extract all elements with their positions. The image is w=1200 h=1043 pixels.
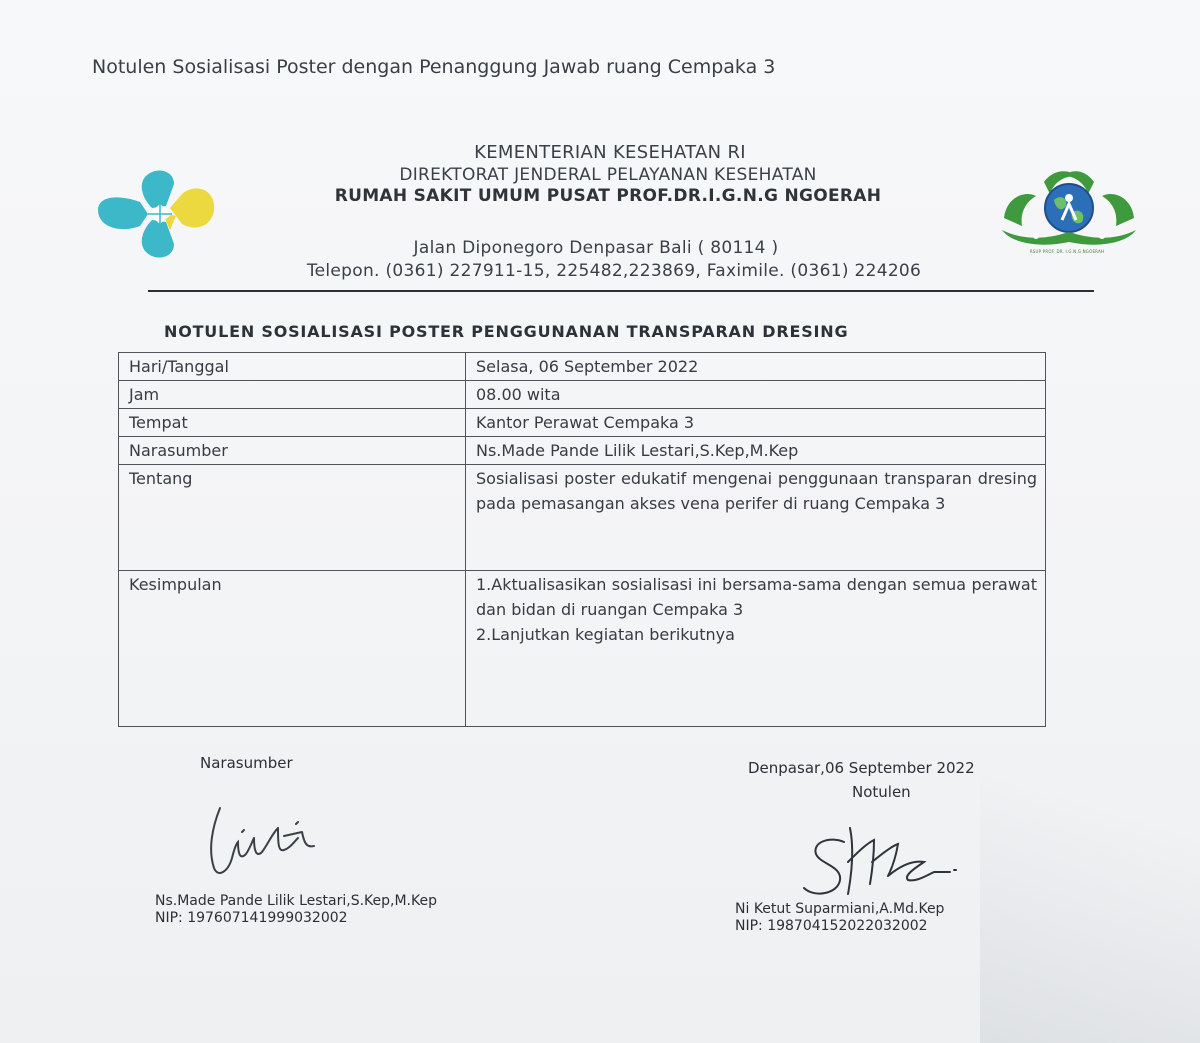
- table-row: [119, 571, 1046, 727]
- page-shadow: [980, 713, 1200, 1043]
- row-value-conclusion: [466, 571, 1046, 727]
- letterhead-hospital: RUMAH SAKIT UMUM PUSAT PROF.DR.I.G.N.G NGOERAH: [334, 186, 882, 206]
- row-label-place: Tempat: [119, 409, 466, 437]
- row-label-time: Jam: [119, 381, 466, 409]
- speaker-signature: [198, 798, 328, 884]
- minutes-table: [118, 352, 1046, 727]
- hospital-emblem-caption: RSUP PROF. DR. I.G.N.G NGOERAH: [1029, 249, 1105, 254]
- document-title: NOTULEN SOSIALISASI POSTER PENGGUNANAN TRANSPARAN DRESING: [164, 322, 849, 341]
- table-row: [119, 353, 1046, 381]
- speaker-nip: NIP: 197607141999032002: [155, 910, 348, 926]
- letterhead-divider: [148, 290, 1094, 292]
- row-value-speaker: Ns.Made Pande Lilik Lestari,S.Kep,M.Kep: [466, 437, 1046, 465]
- conclusion-point-2: 2.Lanjutkan kegiatan berikutnya: [476, 625, 735, 644]
- letterhead-directorate: DIREKTORAT JENDERAL PELAYANAN KESEHATAN: [399, 165, 817, 185]
- conclusion-point-1: 1.Aktualisasikan sosialisasi ini bersama-sama dengan semua perawat dan bidan di ruangan Cempaka 3: [476, 575, 1037, 619]
- note-taker-name: Ni Ketut Suparmiani,A.Md.Kep: [735, 901, 945, 917]
- note-taker-nip: NIP: 198704152022032002: [735, 918, 928, 934]
- letterhead-address: Jalan Diponegoro Denpasar Bali ( 80114 ): [413, 238, 779, 258]
- row-label-speaker: Narasumber: [119, 437, 466, 465]
- note-taker-signature: [800, 822, 970, 908]
- table-row: [119, 409, 1046, 437]
- hospital-emblem-icon: [996, 168, 1142, 260]
- letterhead-contact: Telepon. (0361) 227911-15, 225482,223869, Faximile. (0361) 224206: [306, 261, 922, 281]
- row-value-time: 08.00 wita: [466, 381, 1046, 409]
- speaker-signature-block: [155, 893, 437, 927]
- speaker-name: Ns.Made Pande Lilik Lestari,S.Kep,M.Kep: [155, 893, 437, 909]
- speaker-role-label: Narasumber: [200, 754, 293, 772]
- row-value-topic: Sosialisasi poster edukatif mengenai penggunaan transparan dresing pada pemasangan akses vena perifer di ruang Cempaka 3: [466, 465, 1046, 571]
- table-row: [119, 465, 1046, 571]
- letterhead-ministry: KEMENTERIAN KESEHATAN RI: [474, 142, 746, 163]
- document-caption: Notulen Sosialisasi Poster dengan Penanggung Jawab ruang Cempaka 3: [92, 56, 776, 78]
- row-label-conclusion: Kesimpulan: [119, 571, 466, 727]
- row-value-date: Selasa, 06 September 2022: [466, 353, 1046, 381]
- note-taker-role-label: Notulen: [852, 783, 911, 801]
- row-value-place: Kantor Perawat Cempaka 3: [466, 409, 1046, 437]
- row-label-topic: Tentang: [119, 465, 466, 571]
- row-label-date: Hari/Tanggal: [119, 353, 466, 381]
- note-taker-signature-block: [735, 901, 944, 935]
- signing-place-date: Denpasar,06 September 2022: [748, 759, 975, 777]
- table-row: [119, 381, 1046, 409]
- table-row: [119, 437, 1046, 465]
